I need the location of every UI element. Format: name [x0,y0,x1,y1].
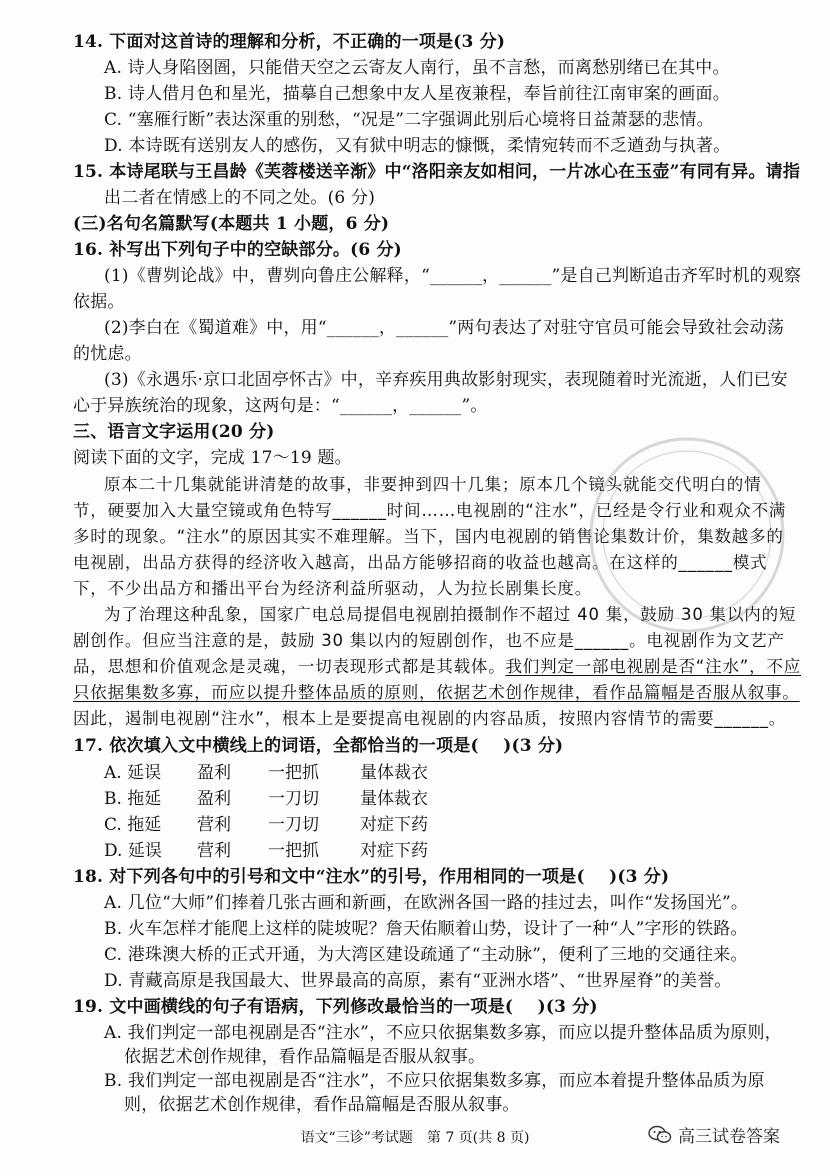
watermark-text: 高三试卷答案 [678,1127,780,1147]
q17-a-word4: 量体裁衣 [360,763,428,783]
q19-option-b-line2: 则，依据艺术创作规律，看作品篇幅是否服从叙事。 [124,1095,520,1115]
page-footer: 语文“三诊”考试题 第 7 页(共 8 页) [300,1130,530,1146]
passage-line-7: 剧创作。但应当注意的是，鼓励 30 集以内的短剧创作，也不应是______。电视剧作为文艺产 [73,631,785,650]
q16-item3-line2: 心于异族统治的现象，这两句是：“______，______”。 [73,396,488,416]
q17-a-word2: 盈利 [197,763,231,783]
q17-d-label: D. 延误 [104,841,162,861]
q17-d-word3: 一把抓 [268,841,319,861]
q19-option-a-line1: A. 我们判定一部电视剧是否“注水”，不应只依据集数多寡，而应以提升整体品质为原则， [104,1023,782,1043]
q15-line2: 出二者在情感上的不同之处。(6 分) [104,188,376,208]
passage-underlined-sentence-start: 我们判定一部电视剧是否“注水”，不应 [505,657,801,676]
watermark-badge [648,1122,780,1147]
q16-stem: 16. 补写出下列句子中的空缺部分。(6 分) [73,240,402,260]
q19-option-a-line2: 依据艺术创作规律，看作品篇幅是否服从叙事。 [124,1047,486,1067]
q17-stem: 17. 依次填入文中横线上的词语，全都恰当的一项是( )(3 分) [73,736,564,756]
passage-line-5: 下，不少出品方和播出平台为经济利益所驱动，人为拉长剧集长度。 [73,579,592,598]
q17-b-word4: 量体裁衣 [360,789,428,809]
passage-line-1: 原本二十几集就能讲清楚的故事，非要抻到四十几集；原本几个镜头就能交代明白的情 [104,475,762,494]
q17-a-label: A. 延误 [104,763,162,783]
q14-stem: 14. 下面对这首诗的理解和分析，不正确的一项是(3 分) [73,32,506,52]
q17-c-label: C. 拖延 [104,815,162,835]
q16-item3-line1: (3)《永遇乐·京口北固亭怀古》中，辛弃疾用典故影射现实，表现随着时光流逝，人们已安 [104,370,788,390]
q17-c-word2: 营利 [197,815,231,835]
q17-b-word2: 盈利 [197,789,231,809]
q18-option-b: B. 火车怎样才能爬上这样的陡坡呢？詹天佑顺着山势，设计了一种“人”字形的铁路。 [104,919,748,939]
wechat-icon [648,1125,672,1145]
q18-option-d: D. 青藏高原是我国最大、世界最高的高原，素有“亚洲水塔”、“世界屋脊”的美誉。 [104,971,732,991]
reading-intro: 阅读下面的文字，完成 17～19 题。 [73,448,352,468]
q19-option-b-line1: B. 我们判定一部电视剧是否“注水”，不应只依据集数多寡，而应本着提升整体品质为原 [104,1071,765,1091]
q16-item1-line1: (1)《曹刿论战》中，曹刿向鲁庄公解释，“______，______”是自己判断追击齐军时机的观察 [104,266,802,286]
passage-underlined-sentence-end: 只依据集数多寡，而应以提升整体品质的原则，依据艺术创作规律，看作品篇幅是否服从叙事。 [73,683,800,702]
q16-item2-line1: (2)李白在《蜀道难》中，用“______，______”两句表达了对驻守官员可能会导致社会动荡 [104,318,785,338]
passage-line-3: 多时的现象。“注水”的原因其实不难理解。当下，国内电视剧的销售论集数计价，集数越多的 [73,527,784,546]
q14-option-c: C. “塞雁行断”表达深重的别愁，“况是”二字强调此别后心境将日益萧瑟的悲情。 [104,110,714,130]
q19-stem: 19. 文中画横线的句子有语病，下列修改最恰当的一项是( )(3 分) [73,997,598,1017]
q17-b-label: B. 拖延 [104,789,162,809]
q15-line1: 15. 本诗尾联与王昌龄《芙蓉楼送辛渐》中“洛阳亲友如相问，一片冰心在玉壶”有同有异。请指 [73,162,801,182]
q16-item2-line2: 的忧虑。 [73,344,142,364]
q14-option-a: A. 诗人身陷囹圄，只能借天空之云寄友人南行，虽不言愁，而离愁别绪已在其中。 [104,58,730,78]
passage-line-4: 电视剧，出品方获得的经济收入越高，出品方能够招商的收益也越高。在这样的______模式 [73,553,768,572]
q18-stem: 18. 对下列各句中的引号和文中“注水”的引号，作用相同的一项是( )(3 分) [73,867,670,887]
passage-line-8-plain: 品，思想和价值观念是灵魂，一切表现形式都是其载体。 [73,657,506,676]
q17-d-word2: 营利 [197,841,231,861]
q18-option-a: A. 几位“大师”们捧着几张古画和新画，在欧洲各国一路的挂过去，叫作“发扬国光”。 [104,893,749,913]
passage-line-8 [73,656,801,678]
passage-line-2: 节，硬要加入大量空镜或角色特写______时间……电视剧的“注水”，已经是令行业和观众不满 [73,501,787,520]
q17-c-word3: 一刀切 [268,815,319,835]
passage-line-6: 为了治理这种乱象，国家广电总局提倡电视剧拍摄制作不超过 40 集，鼓励 30 集以内的短 [104,605,797,624]
q17-c-word4: 对症下药 [360,815,428,835]
q17-b-word3: 一刀切 [268,789,319,809]
q18-option-c: C. 港珠澳大桥的正式开通，为大湾区建设疏通了“主动脉”，便利了三地的交通往来。 [104,945,748,965]
watermark-stamp [582,430,792,640]
q17-a-word3: 一把抓 [268,763,319,783]
q14-option-d: D. 本诗既有送别友人的感伤，又有狱中明志的慷慨，柔情宛转而不乏遒劲与执著。 [104,136,731,156]
passage-line-10: 因此，遏制电视剧“注水”，根本上是要提高电视剧的内容品质，按照内容情节的需要______。 [73,709,787,728]
q14-option-b: B. 诗人借月色和星光，描摹自己想象中友人星夜兼程，奉旨前往江南审案的画面。 [104,84,730,104]
part-3-heading: 三、语言文字运用(20 分) [73,422,275,442]
q17-d-word4: 对症下药 [360,841,428,861]
section-3-heading: (三)名句名篇默写(本题共 1 小题，6 分) [73,214,390,234]
q16-item1-line2: 依据。 [73,292,125,312]
